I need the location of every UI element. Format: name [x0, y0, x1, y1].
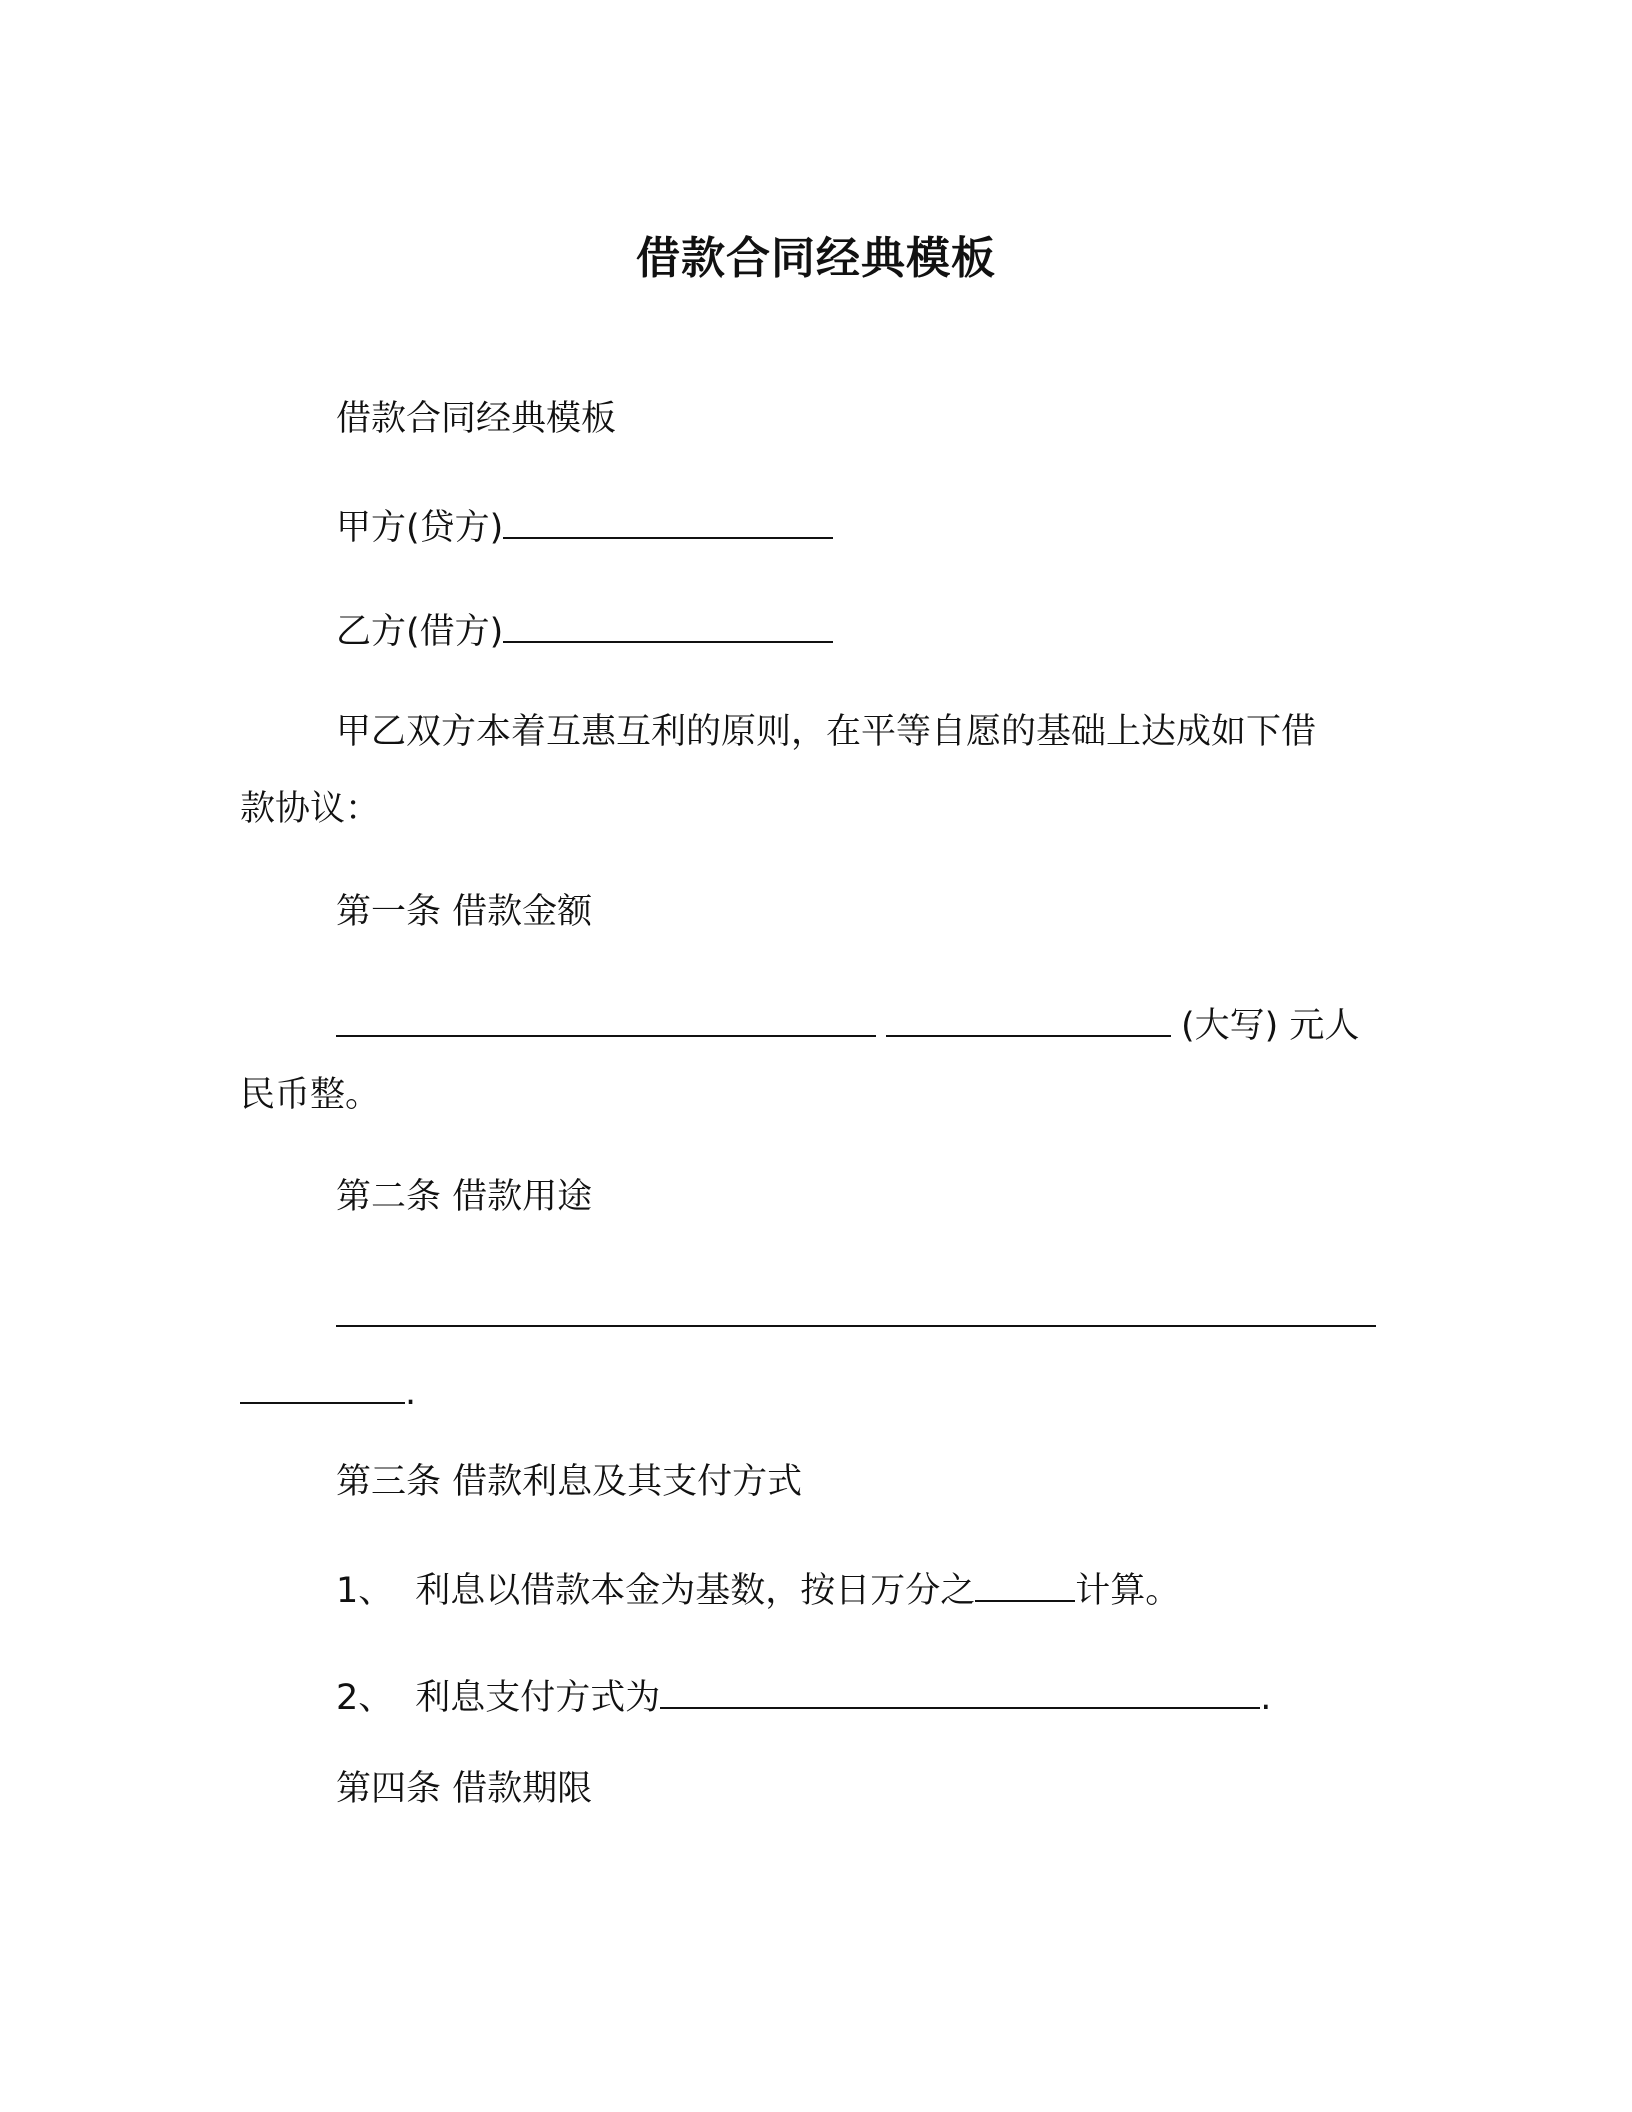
- purpose-period: .: [405, 1373, 417, 1413]
- party-b-label: 乙方(借方): [336, 612, 504, 652]
- article-3-heading: 第三条 借款利息及其支付方式: [336, 1462, 803, 1502]
- amount-blank-2[interactable]: [886, 1005, 1171, 1037]
- party-b-line: [336, 611, 833, 650]
- preamble-line-2: 款协议：: [240, 789, 381, 829]
- party-b-blank[interactable]: [503, 611, 833, 643]
- item-2-text: 利息支付方式为: [415, 1678, 661, 1718]
- article-3-item-2: [336, 1677, 1271, 1716]
- article-1-tail: 民币整。: [240, 1075, 381, 1115]
- party-a-label: 甲方(贷方): [336, 508, 504, 548]
- article-1-heading: 第一条 借款金额: [336, 892, 593, 932]
- item-2-number: 2、: [336, 1678, 394, 1718]
- purpose-line-2: [240, 1372, 416, 1411]
- article-1-amount-line: [336, 1005, 1359, 1044]
- article-3-item-1: [336, 1570, 1180, 1609]
- article-4-heading: 第四条 借款期限: [336, 1769, 593, 1809]
- party-a-line: [336, 507, 833, 546]
- item-1-number: 1、: [336, 1571, 394, 1611]
- purpose-line-1: [336, 1295, 1376, 1334]
- item-1-end: 计算。: [1075, 1571, 1181, 1611]
- item-2-period: .: [1260, 1678, 1272, 1718]
- preamble-line-1: 甲乙双方本着互惠互利的原则，在平等自愿的基础上达成如下借: [336, 712, 1317, 752]
- payment-method-blank[interactable]: [660, 1677, 1260, 1709]
- interest-rate-blank[interactable]: [975, 1570, 1075, 1602]
- purpose-blank-1[interactable]: [336, 1295, 1376, 1327]
- item-1-text: 利息以借款本金为基数，按日万分之: [415, 1571, 976, 1611]
- party-a-blank[interactable]: [503, 507, 833, 539]
- subtitle: 借款合同经典模板: [336, 399, 617, 439]
- document-title: 借款合同经典模板: [636, 233, 996, 284]
- amount-blank-1[interactable]: [336, 1005, 876, 1037]
- purpose-blank-2[interactable]: [240, 1372, 405, 1404]
- article-2-heading: 第二条 借款用途: [336, 1177, 593, 1217]
- amount-capital-label: (大写) 元人: [1181, 1006, 1360, 1046]
